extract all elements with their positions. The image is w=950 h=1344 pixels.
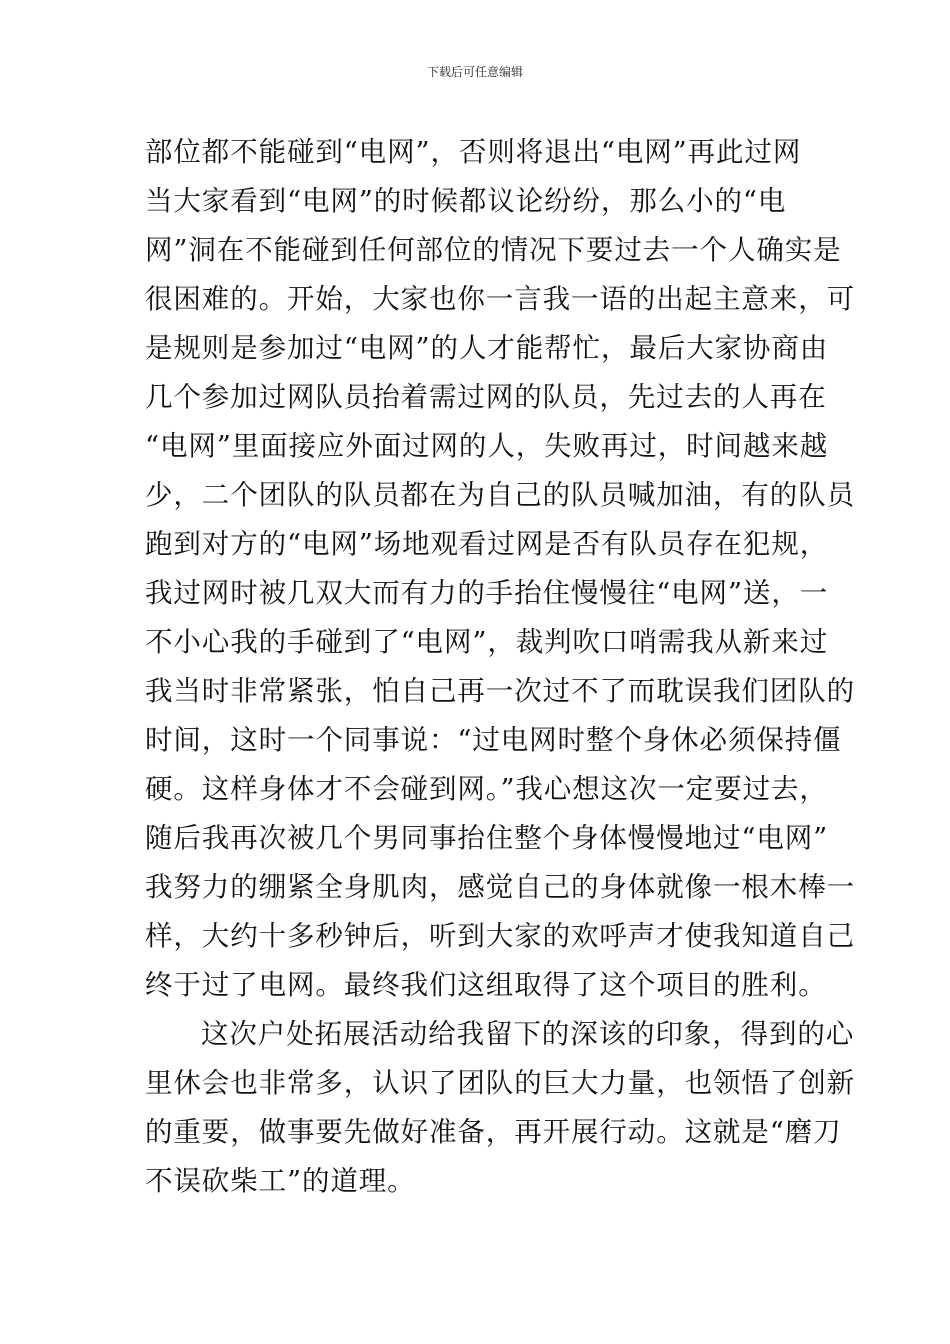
text-line: 硬。这样身体才不会碰到网。”我心想这次一定要过去， <box>145 773 828 805</box>
text-line: 我过网时被几双大而有力的手抬住慢慢往“电网”送，一 <box>145 577 829 609</box>
text-line: 不误砍柴工”的道理。 <box>145 1165 416 1197</box>
text-line: 样，大约十多秒钟后，听到大家的欢呼声才使我知道自己 <box>145 920 855 952</box>
text-line: 里休会也非常多，认识了团队的巨大力量，也领悟了创新 <box>145 1067 855 1099</box>
text-line: 的重要，做事要先做好准备，再开展行动。这就是“磨刀 <box>145 1116 842 1148</box>
page-header: 下载后可任意编辑 <box>426 65 523 79</box>
text-line: 跑到对方的“电网”场地观看过网是否有队员存在犯规， <box>145 528 829 560</box>
text-line: 少，二个团队的队员都在为自己的队员喊加油，有的队员 <box>145 479 855 511</box>
text-line: 我当时非常紧张，怕自己再一次过不了而耽误我们团队的 <box>145 675 855 707</box>
text-line: 我努力的绷紧全身肌肉，感觉自己的身体就像一根木棒一 <box>145 871 855 903</box>
text-line: 是规则是参加过“电网”的人才能帮忙，最后大家协商由 <box>145 332 829 364</box>
text-line: 网”洞在不能碰到任何部位的情况下要过去一个人确实是 <box>145 234 842 266</box>
text-line: “电网”里面接应外面过网的人，失败再过，时间越来越 <box>145 430 829 462</box>
text-line: 很困难的。开始，大家也你一言我一语的出起主意来，可 <box>145 283 855 315</box>
text-line: 几个参加过网队员抬着需过网的队员，先过去的人再在 <box>145 381 827 413</box>
text-line: 终于过了电网。最终我们这组取得了这个项目的胜利。 <box>145 969 827 1001</box>
text-line: 时间，这时一个同事说：“过电网时整个身休必须保持僵 <box>145 724 842 756</box>
document-body <box>145 128 855 1206</box>
text-line: 不小心我的手碰到了“电网”，裁判吹口哨需我从新来过 <box>145 626 829 658</box>
paragraph-start-line: 这次户处拓展活动给我留下的深该的印象，得到的心 <box>201 1018 855 1050</box>
text-line: 部位都不能碰到“电网”，否则将退出“电网”再此过网 <box>145 136 802 168</box>
text-line: 随后我再次被几个男同事抬住整个身体慢慢地过“电网” <box>145 822 829 854</box>
text-line: 当大家看到“电网”的时候都议论纷纷，那么小的“电 <box>145 185 787 217</box>
